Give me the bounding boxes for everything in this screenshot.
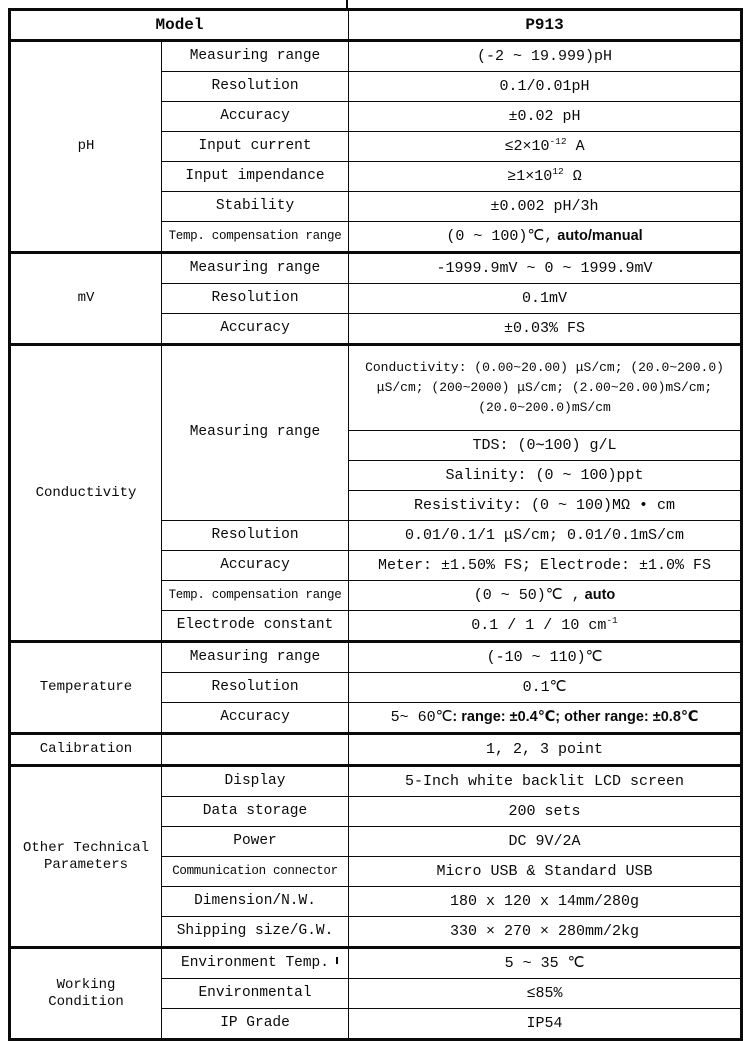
value-cell — [349, 581, 742, 611]
value-cell: ±0.02 pH — [349, 102, 742, 132]
value-text-sans: auto — [580, 586, 616, 603]
value-cell — [349, 222, 742, 253]
param-cell — [162, 734, 349, 766]
table-row — [10, 345, 742, 431]
category-cell-other-technical-parameters: Other Technical Parameters — [10, 766, 162, 948]
param-cell: Accuracy — [162, 102, 349, 132]
value-cell: ±0.03% FS — [349, 314, 742, 345]
param-cell: IP Grade — [162, 1009, 349, 1040]
category-cell-conductivity: Conductivity — [10, 345, 162, 642]
value-cell: DC 9V/2A — [349, 827, 742, 857]
crop-artifact-bottom-middle-border — [336, 957, 338, 964]
value-cell: 0.1℃ — [349, 673, 742, 703]
table-row — [10, 41, 742, 72]
value-text: A — [566, 137, 585, 155]
value-text: Ω — [563, 167, 582, 185]
param-cell: Display — [162, 766, 349, 797]
param-cell: Resolution — [162, 521, 349, 551]
superscript: -12 — [549, 135, 567, 147]
value-text: ≥1×10 — [507, 167, 553, 185]
value-cell — [349, 162, 742, 192]
param-cell: Accuracy — [162, 703, 349, 734]
value-cell: ±0.002 pH/3h — [349, 192, 742, 222]
value-text-sans: auto/manual — [553, 227, 643, 244]
value-cell: 5 ~ 35 ℃ — [349, 948, 742, 979]
model-header-cell: Model — [10, 10, 349, 41]
value-cell — [349, 611, 742, 642]
param-cell: Measuring range — [162, 642, 349, 673]
value-cell: Salinity: (0 ~ 100)ppt — [349, 461, 742, 491]
param-cell: Dimension/N.W. — [162, 887, 349, 917]
value-cell — [349, 703, 742, 734]
table-row — [10, 734, 742, 766]
spec-table — [8, 8, 743, 1041]
value-cell: 0.01/0.1/1 μS/cm; 0.01/0.1mS/cm — [349, 521, 742, 551]
crop-artifact-bottom-left-border — [8, 957, 10, 964]
table-row — [10, 948, 742, 979]
superscript: 12 — [552, 165, 564, 177]
param-cell: Shipping size/G.W. — [162, 917, 349, 948]
param-cell: Resolution — [162, 673, 349, 703]
value-cell: 1, 2, 3 point — [349, 734, 742, 766]
value-text: (0 ~ 100)℃, — [446, 227, 554, 245]
param-cell: Communication connector — [162, 857, 349, 887]
value-cell: 180 x 120 x 14mm/280g — [349, 887, 742, 917]
value-cell: 330 × 270 × 280mm/2kg — [349, 917, 742, 948]
value-cell: Conductivity: (0.00~20.00) μS/cm; (20.0~200.0) μS/cm; (200~2000) μS/cm; (2.00~20.00)mS/cm; (20.0~200.0)mS/cm — [349, 345, 742, 431]
value-cell: 5-Inch white backlit LCD screen — [349, 766, 742, 797]
value-cell: TDS: (0∼100) g/L — [349, 431, 742, 461]
param-cell: Environment Temp. — [162, 948, 349, 979]
value-text: ≤2×10 — [504, 137, 550, 155]
value-text: 5~ 60℃ — [390, 708, 453, 726]
value-cell: 200 sets — [349, 797, 742, 827]
param-cell: Measuring range — [162, 41, 349, 72]
param-cell: Accuracy — [162, 551, 349, 581]
param-cell: Data storage — [162, 797, 349, 827]
param-cell: Accuracy — [162, 314, 349, 345]
param-cell: Temp. compensation range — [162, 581, 349, 611]
param-cell: Power — [162, 827, 349, 857]
param-cell: Resolution — [162, 72, 349, 102]
value-cell — [349, 132, 742, 162]
param-cell: Measuring range — [162, 345, 349, 521]
table-row — [10, 642, 742, 673]
param-cell: Measuring range — [162, 253, 349, 284]
param-cell: Electrode constant — [162, 611, 349, 642]
value-cell: Resistivity: (0 ~ 100)MΩ • cm — [349, 491, 742, 521]
value-text-sans: : range: ±0.4℃; other range: ±0.8℃ — [452, 708, 699, 725]
param-cell: Input current — [162, 132, 349, 162]
value-cell: 0.1mV — [349, 284, 742, 314]
value-cell: (-2 ~ 19.999)pH — [349, 41, 742, 72]
value-cell: IP54 — [349, 1009, 742, 1040]
table-row — [10, 253, 742, 284]
table-row — [10, 766, 742, 797]
category-cell-mv: mV — [10, 253, 162, 345]
value-cell: Meter: ±1.50% FS; Electrode: ±1.0% FS — [349, 551, 742, 581]
param-cell: Input impendance — [162, 162, 349, 192]
value-cell: ≤85% — [349, 979, 742, 1009]
category-cell-working-condition: Working Condition — [10, 948, 162, 1040]
category-cell-ph: pH — [10, 41, 162, 253]
superscript: -1 — [606, 614, 618, 626]
param-cell: Resolution — [162, 284, 349, 314]
param-cell: Temp. compensation range — [162, 222, 349, 253]
param-cell: Environmental — [162, 979, 349, 1009]
value-text: (0 ~ 50)℃ , — [473, 586, 581, 604]
table-header-row — [10, 10, 742, 41]
category-cell-temperature: Temperature — [10, 642, 162, 734]
category-cell-calibration: Calibration — [10, 734, 162, 766]
value-text: 0.1 / 1 / 10 cm — [471, 616, 607, 634]
value-cell: (-10 ~ 110)℃ — [349, 642, 742, 673]
value-cell: -1999.9mV ~ 0 ~ 1999.9mV — [349, 253, 742, 284]
model-value-cell: P913 — [349, 10, 742, 41]
value-cell: 0.1/0.01pH — [349, 72, 742, 102]
value-cell: Micro USB & Standard USB — [349, 857, 742, 887]
param-cell: Stability — [162, 192, 349, 222]
